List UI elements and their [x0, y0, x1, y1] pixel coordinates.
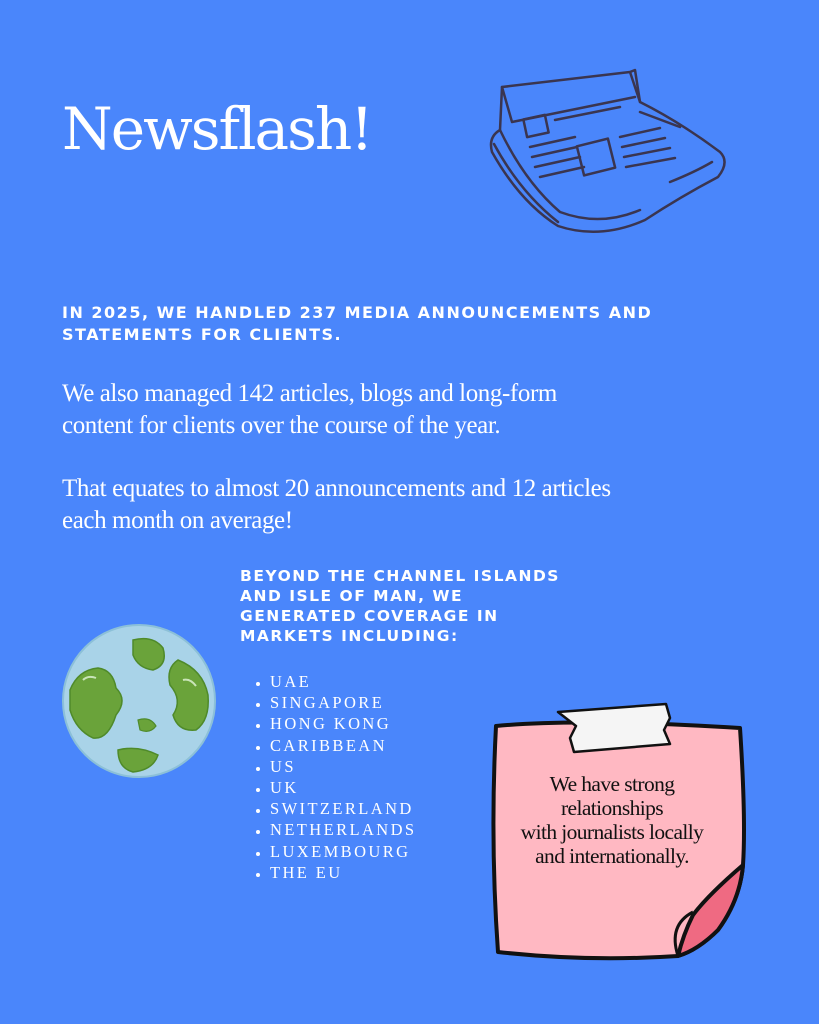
globe-icon: [58, 620, 220, 782]
list-item: • SINGAPORE: [270, 692, 416, 713]
page-title: Newsflash!: [62, 95, 372, 163]
list-item: • CARIBBEAN: [270, 735, 416, 756]
list-item: • NETHERLANDS: [270, 819, 416, 840]
newspaper-icon: [480, 62, 740, 242]
list-item: • UAE: [270, 671, 416, 692]
list-item: • UK: [270, 777, 416, 798]
list-item: • LUXEMBOURG: [270, 841, 416, 862]
list-item: • SWITZERLAND: [270, 798, 416, 819]
monthly-average-paragraph: That equates to almost 20 announcements and 12 articles each month on average!: [62, 475, 611, 534]
coverage-heading: BEYOND THE CHANNEL ISLANDS AND ISLE OF MAN, WE GENERATED COVERAGE IN MARKETS INCLUDING:: [240, 567, 560, 645]
headline-stat: IN 2025, WE HANDLED 237 MEDIA ANNOUNCEMENTS AND STATEMENTS FOR CLIENTS.: [62, 303, 653, 344]
markets-list: [252, 671, 416, 883]
list-item: • THE EU: [270, 862, 416, 883]
list-item: • HONG KONG: [270, 713, 416, 734]
list-item: • US: [270, 756, 416, 777]
articles-paragraph: We also managed 142 articles, blogs and long-form content for clients over the course of the year.: [62, 380, 557, 439]
sticky-note-text: We have strong relationships with journalists locally and internationally.: [520, 772, 704, 868]
